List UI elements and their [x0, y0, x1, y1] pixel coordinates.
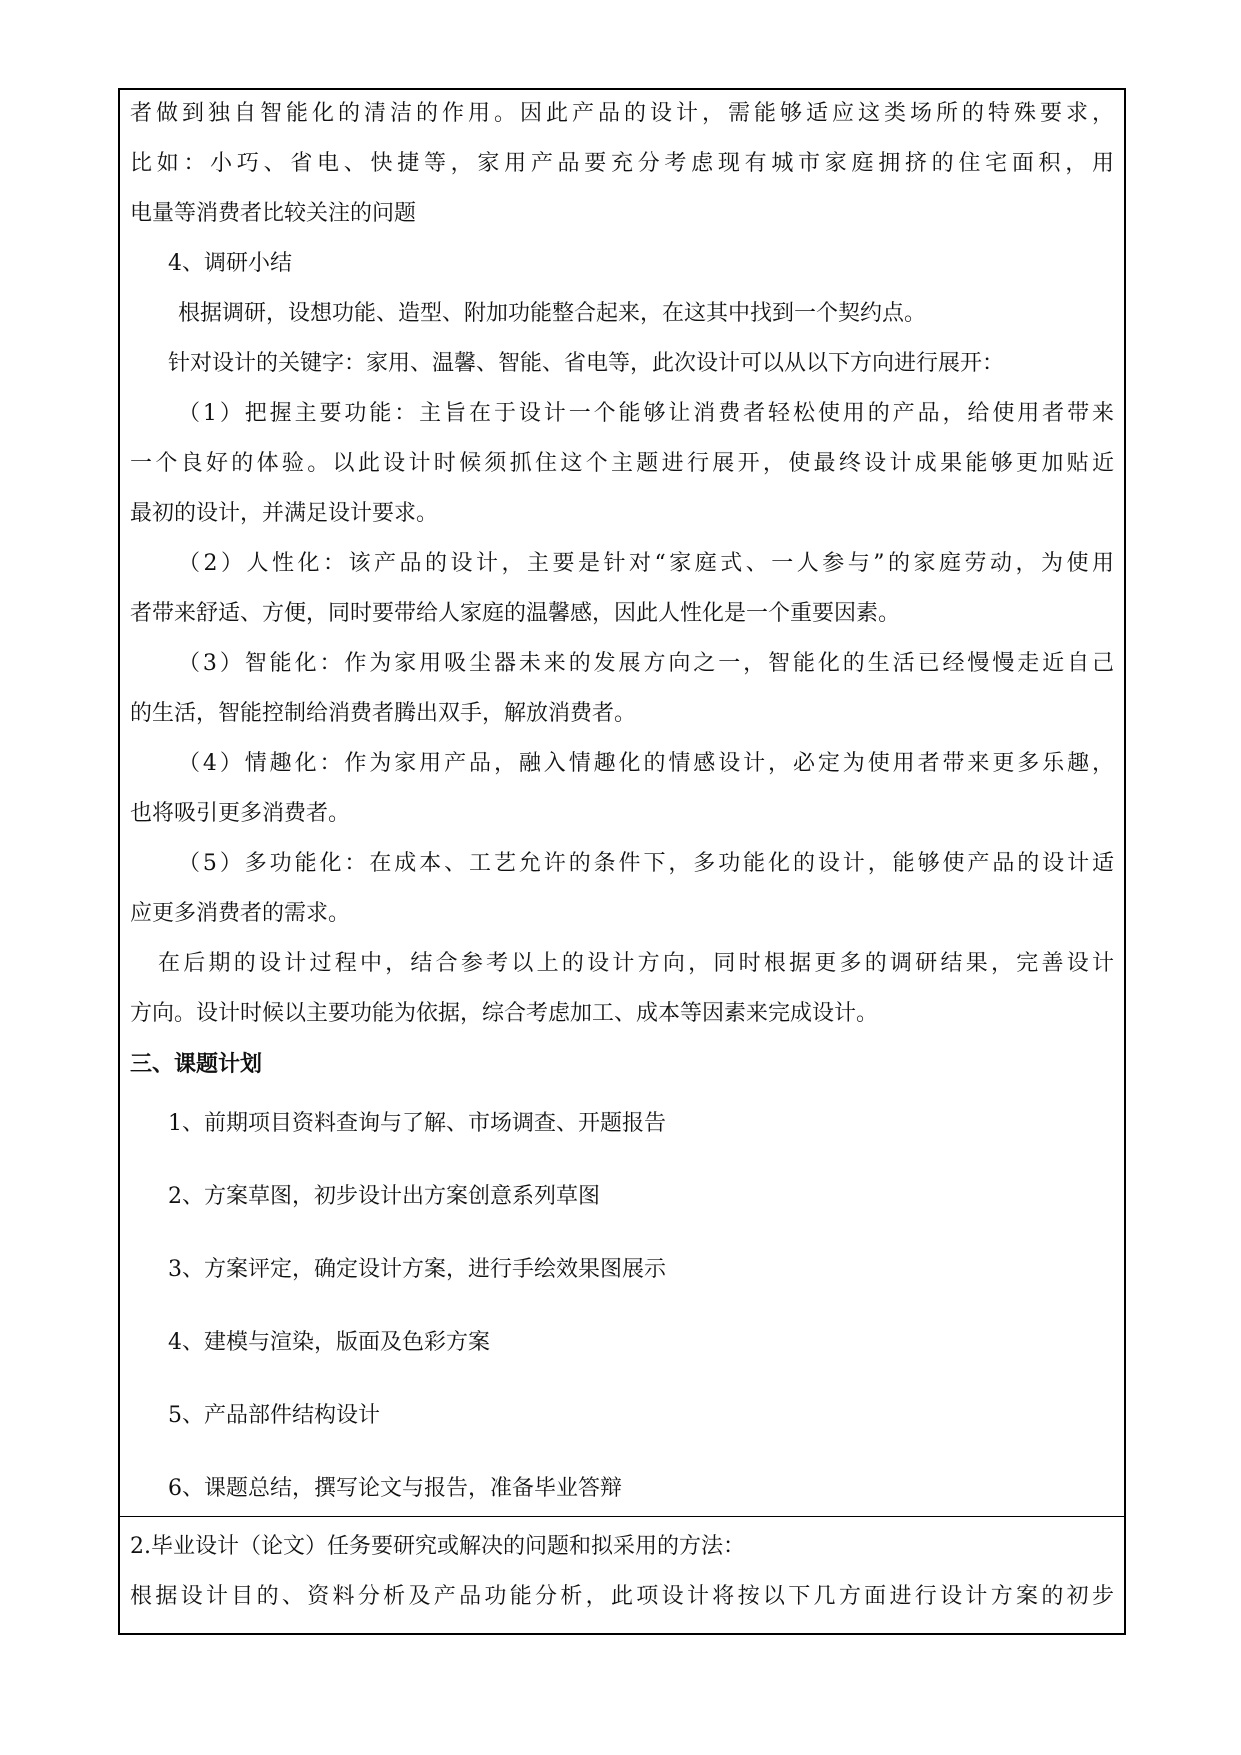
- paragraph-line: 者做到独自智能化的清洁的作用。因此产品的设计，需能够适应这类场所的特殊要求，: [130, 101, 1114, 126]
- paragraph-line: 电量等消费者比较关注的问题: [130, 201, 417, 226]
- plan-item: 5、产品部件结构设计: [168, 1403, 380, 1428]
- plan-item: 1、前期项目资料查询与了解、市场调查、开题报告: [168, 1111, 666, 1136]
- research-problem-cell: [120, 1517, 1124, 1633]
- list-item-line: 最初的设计，并满足设计要求。: [130, 501, 439, 526]
- paragraph-line: 方向。设计时候以主要功能为依据，综合考虑加工、成本等因素来完成设计。: [130, 1001, 879, 1026]
- document-table: [118, 88, 1126, 1635]
- list-item-line: （5）多功能化：在成本、工艺允许的条件下，多功能化的设计，能够使产品的设计适: [178, 851, 1114, 876]
- plan-item: 3、方案评定，确定设计方案，进行手绘效果图展示: [168, 1257, 666, 1282]
- list-item-line: （1）把握主要功能：主旨在于设计一个能够让消费者轻松使用的产品，给使用者带来: [178, 401, 1114, 426]
- paragraph-line: 根据调研，设想功能、造型、附加功能整合起来，在这其中找到一个契约点。: [178, 301, 927, 326]
- list-item-line: （3）智能化：作为家用吸尘器未来的发展方向之一，智能化的生活已经慢慢走近自己: [178, 651, 1114, 676]
- subsection-heading: 4、调研小结: [168, 251, 292, 276]
- cell-heading: 2.毕业设计（论文）任务要研究或解决的问题和拟采用的方法：: [130, 1534, 745, 1559]
- list-item-line: （4）情趣化：作为家用产品，融入情趣化的情感设计，必定为使用者带来更多乐趣，: [178, 751, 1114, 776]
- list-item-line: 的生活，智能控制给消费者腾出双手，解放消费者。: [130, 701, 637, 726]
- paragraph-line: 针对设计的关键字：家用、温馨、智能、省电等，此次设计可以从以下方向进行展开：: [168, 351, 1005, 376]
- plan-item: 4、建模与渲染，版面及色彩方案: [168, 1330, 490, 1355]
- paragraph-line: 根据设计目的、资料分析及产品功能分析，此项设计将按以下几方面进行设计方案的初步: [130, 1584, 1114, 1609]
- list-item-line: 者带来舒适、方便，同时要带给人家庭的温馨感，因此人性化是一个重要因素。: [130, 601, 901, 626]
- section-title: 三、课题计划: [130, 1051, 263, 1077]
- research-summary-cell: [120, 90, 1124, 1517]
- paragraph-line: 在后期的设计过程中，结合参考以上的设计方向，同时根据更多的调研结果，完善设计: [158, 951, 1114, 976]
- plan-item: 2、方案草图，初步设计出方案创意系列草图: [168, 1184, 600, 1209]
- list-item-line: 一个良好的体验。以此设计时候须抓住这个主题进行展开，使最终设计成果能够更加贴近: [130, 451, 1114, 476]
- list-item-line: （2）人性化：该产品的设计，主要是针对“家庭式、一人参与”的家庭劳动，为使用: [178, 551, 1114, 576]
- list-item-line: 应更多消费者的需求。: [130, 901, 351, 926]
- paragraph-line: 比如：小巧、省电、快捷等，家用产品要充分考虑现有城市家庭拥挤的住宅面积，用: [130, 151, 1114, 176]
- plan-item: 6、课题总结，撰写论文与报告，准备毕业答辩: [168, 1476, 622, 1501]
- list-item-line: 也将吸引更多消费者。: [130, 801, 351, 826]
